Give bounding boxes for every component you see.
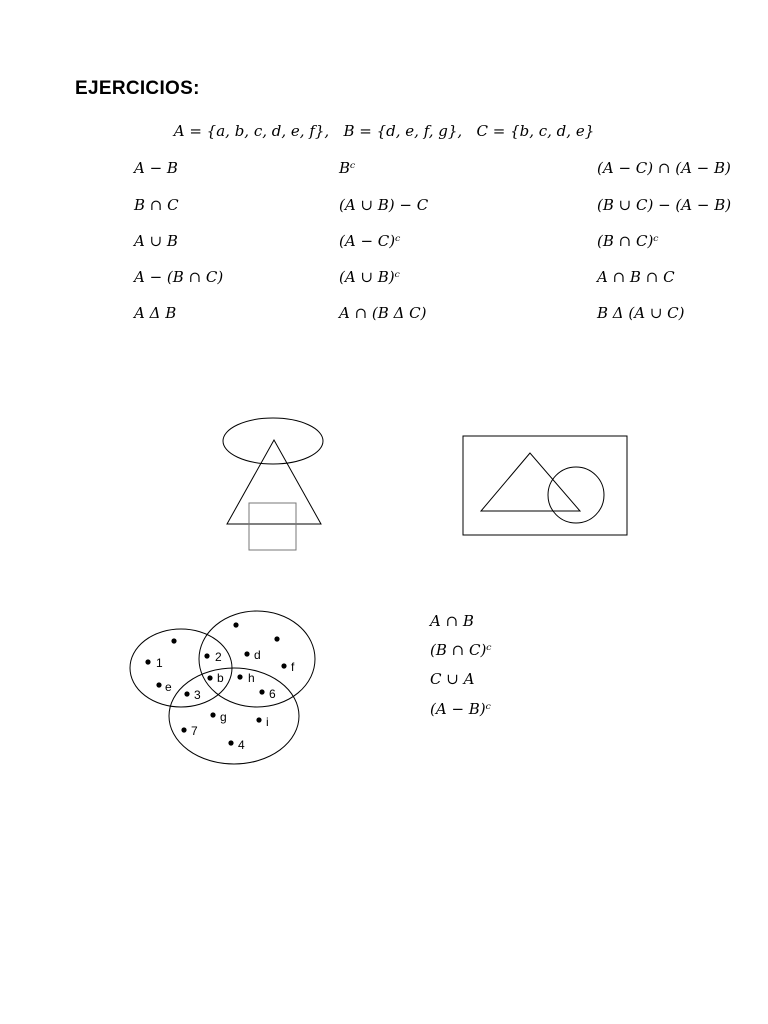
exercise-r1-c1: A − B: [134, 159, 178, 177]
venn-point: [259, 689, 264, 694]
exercise-r2-c2: (A ∪ B) − C: [339, 196, 429, 214]
exercise-r3-c1: A ∪ B: [134, 232, 178, 250]
venn-point: [281, 663, 286, 668]
venn-label-7: 7: [191, 724, 198, 738]
venn-question-2: (B ∩ C)ᶜ: [430, 641, 492, 659]
venn-point: [244, 651, 249, 656]
venn-point: [207, 675, 212, 680]
exercise-r5-c1: A Δ B: [134, 304, 177, 322]
exercise-r3-c3: (B ∩ C)ᶜ: [597, 232, 659, 250]
venn-label-3: 3: [194, 688, 201, 702]
exercise-r3-c2: (A − C)ᶜ: [339, 232, 401, 250]
venn-point: [156, 682, 161, 687]
venn-label-4: 4: [238, 738, 245, 752]
circle-shape: [548, 467, 604, 523]
exercise-r4-c2: (A ∪ B)ᶜ: [339, 268, 400, 286]
venn-label-d: d: [254, 648, 261, 662]
venn-point-labels: [156, 648, 295, 752]
venn-label-i: i: [266, 715, 269, 729]
venn-question-1: A ∩ B: [430, 612, 474, 630]
exercise-r1-c3: (A − C) ∩ (A − B): [597, 159, 731, 177]
venn-label-h: h: [248, 671, 255, 685]
shapes-figure-1: [223, 418, 323, 550]
venn-question-3: C ∪ A: [430, 670, 475, 688]
venn-point: [210, 712, 215, 717]
venn-label-e: e: [165, 680, 172, 694]
venn-set-bottom: [169, 668, 299, 764]
exercise-r2-c1: B ∩ C: [134, 196, 179, 214]
venn-question-4: (A − B)ᶜ: [430, 700, 491, 718]
venn-point: [181, 727, 186, 732]
exercise-r4-c3: A ∩ B ∩ C: [597, 268, 675, 286]
venn-label-f: f: [291, 660, 295, 674]
venn-diagram: [130, 611, 315, 764]
exercise-r5-c2: A ∩ (B Δ C): [339, 304, 427, 322]
venn-point: [237, 674, 242, 679]
venn-set-left: [130, 629, 232, 707]
venn-point: [233, 622, 238, 627]
venn-point: [204, 653, 209, 658]
venn-label-1: 1: [156, 656, 163, 670]
page-title: EJERCICIOS:: [75, 78, 200, 99]
exercise-r2-c3: (B ∪ C) − (A − B): [597, 196, 732, 214]
sets-definition: A = {a, b, c, d, e, f}, B = {d, e, f, g}, C = {b, c, d, e}: [173, 122, 595, 140]
venn-label-g: g: [220, 710, 227, 724]
venn-point: [171, 638, 176, 643]
shapes-figure-2: [463, 436, 627, 535]
triangle-shape-2: [481, 453, 580, 511]
venn-point: [145, 659, 150, 664]
venn-point: [256, 717, 261, 722]
venn-label-2: 2: [215, 650, 222, 664]
venn-point: [228, 740, 233, 745]
exercise-r1-c2: Bᶜ: [339, 159, 356, 177]
exercise-r5-c3: B Δ (A ∪ C): [597, 304, 685, 322]
triangle-shape: [227, 440, 321, 524]
exercise-r4-c1: A − (B ∩ C): [134, 268, 224, 286]
venn-label-b: b: [217, 671, 224, 685]
venn-label-6: 6: [269, 687, 276, 701]
venn-point: [184, 691, 189, 696]
square-shape: [249, 503, 296, 550]
venn-point: [274, 636, 279, 641]
